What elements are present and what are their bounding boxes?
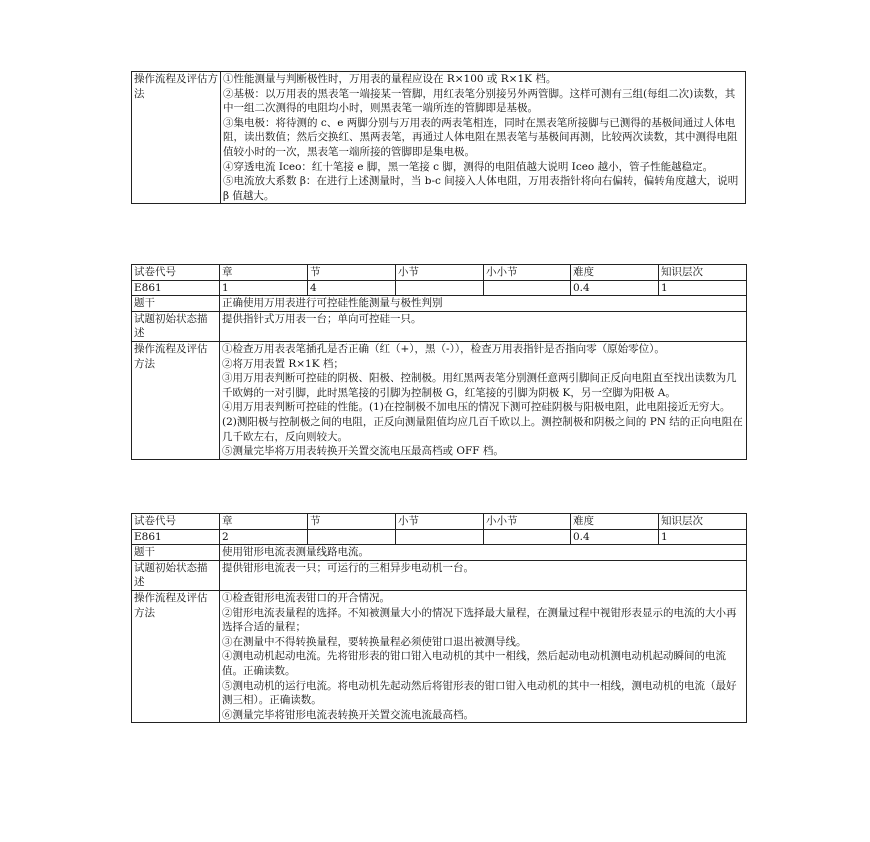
value-row: [132, 529, 747, 545]
value-cell: E861: [132, 529, 220, 545]
init-text: 提供指针式万用表一台；单向可控硅一只。: [220, 311, 747, 341]
process-content: [220, 341, 747, 459]
process-step: ⑤测电动机的运行电流。将电动机先起动然后将钳形表的钳口钳入电动机的其中一相线，测电动机的电流（最好测三相）。正确读数。: [222, 679, 737, 707]
process-label: 操作流程及评估方法: [132, 72, 221, 204]
process-step: ③集电极：将待测的 c、e 两脚分别与万用表的两表笔相连，同时在黑表笔所接脚与已测得的基极间通过人体电阻，读出数值；然后交换红、黑两表笔，再通过人体电阻在黑表笔与基极间再测，比较两次读数，其中测得电阻值较小时的一次，黑表笔一端所接的管脚即是集电极。: [223, 116, 738, 158]
process-step: ②钳形电流表量程的选择。不知被测量大小的情况下选择最大量程，在测量过程中视钳形表显示的电流的大小再选择合适的量程；: [222, 606, 737, 634]
header-cell: 节: [308, 265, 396, 281]
value-cell: E861: [132, 280, 220, 296]
process-step: ⑤测量完毕将万用表转换开关置交流电压最高档或 OFF 档。: [222, 445, 504, 458]
value-cell: 1: [220, 280, 308, 296]
value-cell: 2: [220, 529, 308, 545]
value-cell: [484, 280, 571, 296]
header-cell: 知识层次: [659, 514, 747, 530]
init-label: 试题初始状态描述: [132, 311, 220, 341]
value-cell: 0.4: [571, 280, 659, 296]
process-label: 操作流程及评估方法: [132, 341, 220, 459]
process-step: ③用万用表判断可控硅的阴极、阳极、控制极。用红黑两表笔分别测任意两引脚间正反向电阻直至找出读数为几千欧姆的一对引脚，此时黑笔接的引脚为控制极 G，红笔接的引脚为阴极 K，另一空脚为阳极 A。: [222, 372, 737, 399]
init-text: 提供钳形电流表一只；可运行的三相异步电动机一台。: [220, 560, 747, 590]
stem-row: [132, 545, 747, 561]
process-content: [221, 72, 746, 204]
process-step: ②将万用表置 R×1K 档；: [222, 357, 344, 370]
header-cell: 小节: [396, 265, 484, 281]
process-step: ④测电动机起动电流。先将钳形表的钳口钳入电动机的其中一相线，然后起动电动机测电动机起动瞬间的电流值。正确读数。: [222, 650, 726, 677]
process-content: [220, 590, 747, 722]
value-cell: [484, 529, 571, 545]
header-cell: 小节: [396, 514, 484, 530]
header-row: [132, 265, 747, 281]
process-step: ①检查钳形电流表钳口的开合情况。: [222, 591, 390, 604]
question-table-2: [131, 264, 747, 460]
process-step: ①检查万用表表笔插孔是否正确（红（+），黑（-）），检查万用表指针是否指向零（原始零位）。: [222, 342, 665, 355]
header-cell: 难度: [571, 265, 659, 281]
header-cell: 难度: [571, 514, 659, 530]
header-cell: 试卷代号: [132, 514, 220, 530]
process-step: ④穿透电流 Iceo：红十笔接 e 脚，黑一笔接 c 脚，测得的电阻值越大说明 Iceo 越小，管子性能越稳定。: [223, 160, 714, 173]
process-step: ②基极：以万用表的黑表笔一端接某一管脚，用红表笔分别接另外两管脚。这样可测有三组(每组二次)读数，其中一组二次测得的电阻均小时，则黑表笔一端所连的管脚即是基极。: [223, 87, 736, 115]
header-cell: 章: [220, 514, 308, 530]
value-cell: 4: [308, 280, 396, 296]
process-step: ①性能测量与判断极性时，万用表的量程应设在 R×100 或 R×1K 档。: [223, 73, 557, 85]
header-cell: 知识层次: [659, 265, 747, 281]
header-row: [132, 514, 747, 530]
value-cell: 1: [659, 529, 747, 545]
init-row: [132, 311, 747, 341]
process-label: 操作流程及评估方法: [132, 590, 220, 722]
init-label: 试题初始状态描述: [132, 560, 220, 590]
value-row: [132, 280, 747, 296]
process-step: ⑥测量完毕将钳形电流表转换开关置交流电流最高档。: [222, 708, 474, 721]
value-cell: [396, 529, 484, 545]
stem-row: [132, 296, 747, 312]
process-step: ⑤电流放大系数 β：在进行上述测量时，当 b-c 间接入人体电阻，万用表指针将向右偏转，偏转角度越大，说明 β 值越大。: [223, 175, 739, 202]
stem-text: 正确使用万用表进行可控硅性能测量与极性判别: [220, 296, 747, 312]
header-cell: 节: [308, 514, 396, 530]
init-row: [132, 560, 747, 590]
value-cell: [396, 280, 484, 296]
process-row: [132, 590, 747, 722]
process-row: [132, 341, 747, 459]
question-table-3: [131, 513, 747, 723]
value-cell: 0.4: [571, 529, 659, 545]
stem-label: 题干: [132, 545, 220, 561]
value-cell: [308, 529, 396, 545]
header-cell: 小小节: [484, 265, 571, 281]
header-cell: 试卷代号: [132, 265, 220, 281]
header-cell: 章: [220, 265, 308, 281]
stem-text: 使用钳形电流表测量线路电流。: [220, 545, 747, 561]
header-cell: 小小节: [484, 514, 571, 530]
table-row: [132, 72, 746, 204]
process-step: ④用万用表判断可控硅的性能。(1)在控制极不加电压的情况下测可控硅阴极与阳极电阻，此电阻接近无穷大。(2)测阳极与控制极之间的电阻，正反向测量阻值均应几百千欧以上。测控制极和阴极之间的 PN 结的正向电阻在几千欧左右，反向则较大。: [222, 401, 743, 443]
process-step: ③在测量中不得转换量程，要转换量程必须使钳口退出被测导线。: [222, 635, 527, 648]
stem-label: 题干: [132, 296, 220, 312]
value-cell: 1: [659, 280, 747, 296]
process-table-1: [131, 71, 746, 204]
